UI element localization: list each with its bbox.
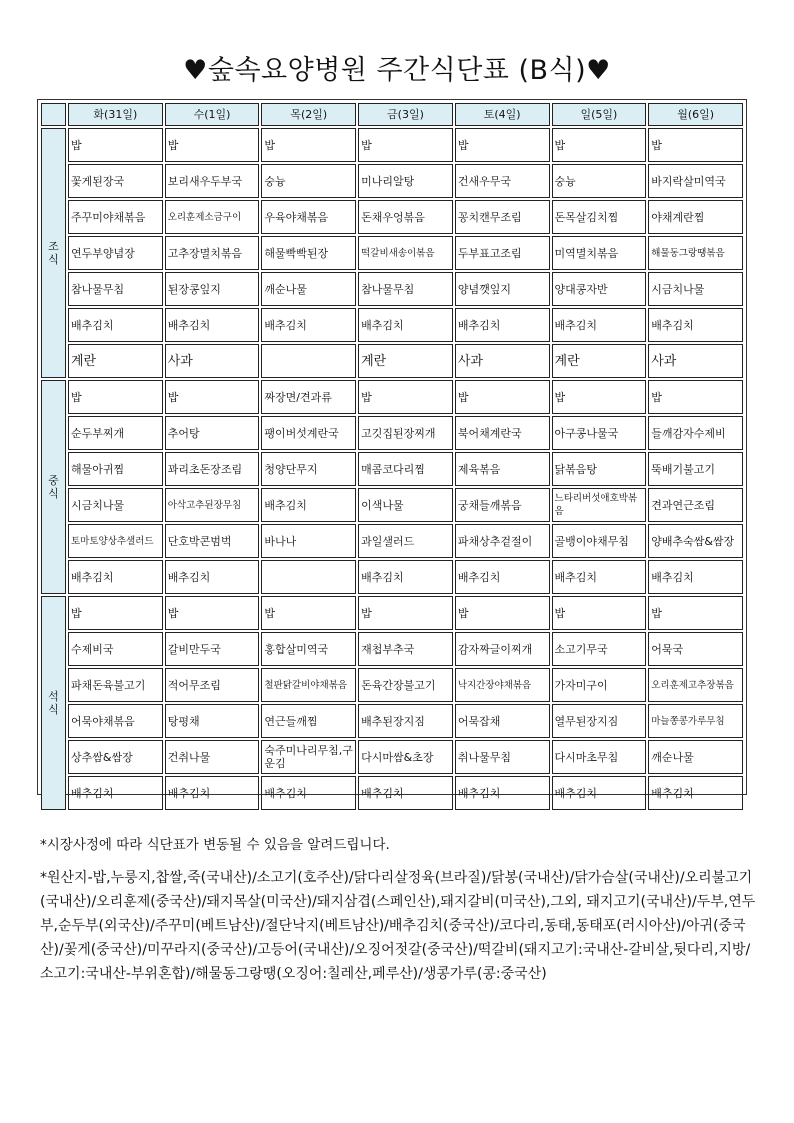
menu-item-cell: 건취나물	[165, 740, 260, 774]
menu-row	[41, 452, 743, 486]
menu-item-cell: 다시마쌈&초장	[358, 740, 453, 774]
menu-item-cell: 배추김치	[165, 308, 260, 342]
menu-item-cell: 연두부양념장	[68, 236, 163, 270]
menu-item-cell: 배추김치	[552, 308, 647, 342]
menu-item-cell: 주꾸미야채볶음	[68, 200, 163, 234]
menu-item-cell: 뚝배기불고기	[648, 452, 743, 486]
menu-item-cell: 밥	[358, 596, 453, 630]
meal-label: 중 식	[41, 380, 66, 594]
menu-item-cell: 배추김치	[165, 560, 260, 594]
menu-item-cell: 홍합살미역국	[261, 632, 356, 666]
menu-row	[41, 488, 743, 522]
menu-row	[41, 200, 743, 234]
menu-item-cell: 재첩부추국	[358, 632, 453, 666]
menu-row	[41, 524, 743, 558]
menu-item-cell: 밥	[552, 380, 647, 414]
menu-item-cell: 배추김치	[68, 776, 163, 810]
menu-item-cell: 북어채계란국	[455, 416, 550, 450]
day-header: 월(6일)	[648, 103, 743, 126]
menu-item-cell: 밥	[165, 380, 260, 414]
menu-item-cell: 꽈리초돈장조림	[165, 452, 260, 486]
menu-item-cell: 토마토양상추샐러드	[68, 524, 163, 558]
menu-item-cell: 밥	[552, 596, 647, 630]
menu-row	[41, 272, 743, 306]
menu-item-cell: 배추김치	[358, 308, 453, 342]
menu-item-cell: 갈비만두국	[165, 632, 260, 666]
menu-item-cell	[261, 344, 356, 378]
menu-item-cell: 소고기무국	[552, 632, 647, 666]
menu-item-cell: 돈채우엉볶음	[358, 200, 453, 234]
menu-item-cell: 숭늉	[261, 164, 356, 198]
menu-item-cell: 양대콩자반	[552, 272, 647, 306]
menu-item-cell: 배추김치	[261, 488, 356, 522]
menu-item-cell: 상추쌈&쌈장	[68, 740, 163, 774]
menu-row	[41, 344, 743, 378]
menu-item-cell: 해물빡빡된장	[261, 236, 356, 270]
menu-item-cell	[261, 560, 356, 594]
menu-item-cell: 골뱅이야채무침	[552, 524, 647, 558]
menu-row	[41, 164, 743, 198]
menu-item-cell: 사과	[648, 344, 743, 378]
menu-item-cell: 사과	[165, 344, 260, 378]
day-header: 목(2일)	[261, 103, 356, 126]
menu-item-cell: 미역멸치볶음	[552, 236, 647, 270]
menu-item-cell: 깨순나물	[261, 272, 356, 306]
menu-item-cell: 미나리알탕	[358, 164, 453, 198]
menu-item-cell: 감자짜글이찌개	[455, 632, 550, 666]
menu-item-cell: 꽃게된장국	[68, 164, 163, 198]
menu-item-cell: 시금치나물	[68, 488, 163, 522]
menu-item-cell: 고추장멸치볶음	[165, 236, 260, 270]
menu-item-cell: 어묵잡채	[455, 704, 550, 738]
menu-row	[41, 416, 743, 450]
menu-item-cell: 보리새우두부국	[165, 164, 260, 198]
menu-item-cell: 꽁치캔무조림	[455, 200, 550, 234]
menu-item-cell: 이색나물	[358, 488, 453, 522]
menu-item-cell: 오리훈제고추장볶음	[648, 668, 743, 702]
menu-row	[41, 668, 743, 702]
day-header-row	[41, 103, 743, 126]
menu-item-cell: 파채돈육불고기	[68, 668, 163, 702]
menu-item-cell: 배추김치	[261, 308, 356, 342]
menu-item-cell: 고깃집된장찌개	[358, 416, 453, 450]
weekly-menu-table	[39, 101, 745, 812]
menu-item-cell: 배추김치	[455, 308, 550, 342]
menu-item-cell: 두부표고조림	[455, 236, 550, 270]
menu-row	[41, 596, 743, 630]
menu-item-cell: 깨순나물	[648, 740, 743, 774]
menu-item-cell: 배추김치	[455, 776, 550, 810]
menu-item-cell: 배추김치	[552, 776, 647, 810]
menu-item-cell: 밥	[358, 380, 453, 414]
menu-item-cell: 연근들깨찜	[261, 704, 356, 738]
menu-item-cell: 배추김치	[455, 560, 550, 594]
weekly-menu-table-frame	[37, 99, 747, 800]
menu-item-cell: 밥	[68, 128, 163, 162]
menu-item-cell: 밥	[552, 128, 647, 162]
menu-item-cell: 과일샐러드	[358, 524, 453, 558]
day-header: 화(31일)	[68, 103, 163, 126]
menu-row	[41, 560, 743, 594]
menu-item-cell: 탕평채	[165, 704, 260, 738]
menu-item-cell: 밥	[358, 128, 453, 162]
menu-item-cell: 배추김치	[358, 776, 453, 810]
menu-item-cell: 참나물무침	[358, 272, 453, 306]
menu-item-cell: 팽이버섯계란국	[261, 416, 356, 450]
menu-item-cell: 배추김치	[648, 560, 743, 594]
menu-item-cell: 매콤코다리찜	[358, 452, 453, 486]
menu-row	[41, 632, 743, 666]
menu-item-cell: 배추김치	[358, 560, 453, 594]
meal-label: 석 식	[41, 596, 66, 810]
menu-item-cell: 궁채들깨볶음	[455, 488, 550, 522]
meal-label: 조 식	[41, 128, 66, 378]
menu-item-cell: 돈목살김치찜	[552, 200, 647, 234]
menu-row	[41, 704, 743, 738]
menu-item-cell: 밥	[261, 128, 356, 162]
menu-item-cell: 적어무조림	[165, 668, 260, 702]
menu-item-cell: 순두부찌개	[68, 416, 163, 450]
menu-item-cell: 파채상추겉절이	[455, 524, 550, 558]
menu-item-cell: 어묵국	[648, 632, 743, 666]
menu-item-cell: 짜장면/견과류	[261, 380, 356, 414]
menu-item-cell: 우육야채볶음	[261, 200, 356, 234]
menu-item-cell: 밥	[68, 596, 163, 630]
menu-item-cell: 제육볶음	[455, 452, 550, 486]
menu-item-cell: 밥	[165, 128, 260, 162]
menu-item-cell: 배추김치	[261, 776, 356, 810]
menu-item-cell: 낙지간장야채볶음	[455, 668, 550, 702]
menu-item-cell: 밥	[455, 380, 550, 414]
menu-item-cell: 해물동그랑땡볶음	[648, 236, 743, 270]
menu-item-cell: 계란	[68, 344, 163, 378]
menu-item-cell: 밥	[68, 380, 163, 414]
page-title: ♥숲속요양병원 주간식단표 (B식)♥	[183, 55, 611, 86]
menu-item-cell: 밥	[455, 596, 550, 630]
menu-item-cell: 건새우무국	[455, 164, 550, 198]
menu-item-cell: 마늘쫑콩가루무침	[648, 704, 743, 738]
menu-row	[41, 776, 743, 810]
day-header: 토(4일)	[455, 103, 550, 126]
day-header: 수(1일)	[165, 103, 260, 126]
menu-item-cell: 어묵야채볶음	[68, 704, 163, 738]
menu-row	[41, 380, 743, 414]
header-corner	[41, 103, 66, 126]
menu-item-cell: 양념깻잎지	[455, 272, 550, 306]
menu-item-cell: 아구콩나물국	[552, 416, 647, 450]
menu-item-cell: 밥	[261, 596, 356, 630]
menu-item-cell: 시금치나물	[648, 272, 743, 306]
menu-item-cell: 추어탕	[165, 416, 260, 450]
origin-notice: *원산지-밥,누룽지,찹쌀,죽(국내산)/소고기(호주산)/닭다리살정육(브라질)/닭봉(국내산)/닭가슴살(국내산)/오리불고기(국내산)/오리훈제(중국산)/돼지목살(미국산)/돼지삼겹(스페인산),돼지갈비(미국산),그외, 돼지고기(국내산)/두부,연두부,순두부(외국산)/주꾸미(베트남산)/절단낙지(베트남산)/배추김치(중국산)/코다리,동태,동태포(러시아산)/아귀(중국산)/꽃게(중국산)/미꾸라지(중국산)/고등어(국내산)/오징어젓갈(중국산)/떡갈비(돼지고기:국내산-갈비살,뒷다리,지방/소고기:국내산-부위혼합)/해물동그랑땡(오징어:칠레산,페루산)/생콩가루(콩:중국산)	[40, 870, 756, 982]
menu-item-cell: 떡갈비새송이볶음	[358, 236, 453, 270]
menu-item-cell: 돈육간장불고기	[358, 668, 453, 702]
day-header: 일(5일)	[552, 103, 647, 126]
menu-item-cell: 배추김치	[648, 308, 743, 342]
menu-item-cell: 열무된장지짐	[552, 704, 647, 738]
menu-item-cell: 밥	[648, 128, 743, 162]
menu-item-cell: 야채계란찜	[648, 200, 743, 234]
menu-item-cell: 해물아귀찜	[68, 452, 163, 486]
menu-item-cell: 바지락살미역국	[648, 164, 743, 198]
menu-item-cell: 양배추숙쌈&쌈장	[648, 524, 743, 558]
menu-item-cell: 밥	[648, 380, 743, 414]
menu-item-cell: 사과	[455, 344, 550, 378]
menu-item-cell: 밥	[648, 596, 743, 630]
menu-item-cell: 닭볶음탕	[552, 452, 647, 486]
menu-item-cell: 배추김치	[165, 776, 260, 810]
menu-item-cell: 배추김치	[648, 776, 743, 810]
menu-item-cell: 바나나	[261, 524, 356, 558]
menu-row	[41, 128, 743, 162]
menu-item-cell: 밥	[165, 596, 260, 630]
menu-item-cell: 취나물무침	[455, 740, 550, 774]
menu-item-cell: 참나물무침	[68, 272, 163, 306]
menu-row	[41, 308, 743, 342]
menu-item-cell: 철판닭갈비야채볶음	[261, 668, 356, 702]
menu-item-cell: 숙주미나리무침,구운김	[261, 740, 356, 774]
menu-item-cell: 청양단무지	[261, 452, 356, 486]
menu-item-cell: 배추김치	[68, 560, 163, 594]
menu-item-cell: 아삭고추된장무침	[165, 488, 260, 522]
menu-item-cell: 오리훈제소금구이	[165, 200, 260, 234]
menu-item-cell: 수제비국	[68, 632, 163, 666]
day-header: 금(3일)	[358, 103, 453, 126]
menu-item-cell: 숭늉	[552, 164, 647, 198]
menu-item-cell: 된장콩잎지	[165, 272, 260, 306]
menu-item-cell: 단호박콘범벅	[165, 524, 260, 558]
menu-item-cell: 배추된장지짐	[358, 704, 453, 738]
menu-item-cell: 계란	[552, 344, 647, 378]
menu-row	[41, 740, 743, 774]
menu-row	[41, 236, 743, 270]
menu-item-cell: 들깨감자수제비	[648, 416, 743, 450]
menu-item-cell: 배추김치	[68, 308, 163, 342]
menu-item-cell: 밥	[455, 128, 550, 162]
menu-item-cell: 견과연근조림	[648, 488, 743, 522]
menu-item-cell: 계란	[358, 344, 453, 378]
menu-item-cell: 느타리버섯애호박볶음	[552, 488, 647, 522]
menu-item-cell: 다시마초무침	[552, 740, 647, 774]
menu-item-cell: 가자미구이	[552, 668, 647, 702]
market-notice: *시장사정에 따라 식단표가 변동될 수 있음을 알려드립니다.	[40, 837, 390, 853]
menu-item-cell: 배추김치	[552, 560, 647, 594]
